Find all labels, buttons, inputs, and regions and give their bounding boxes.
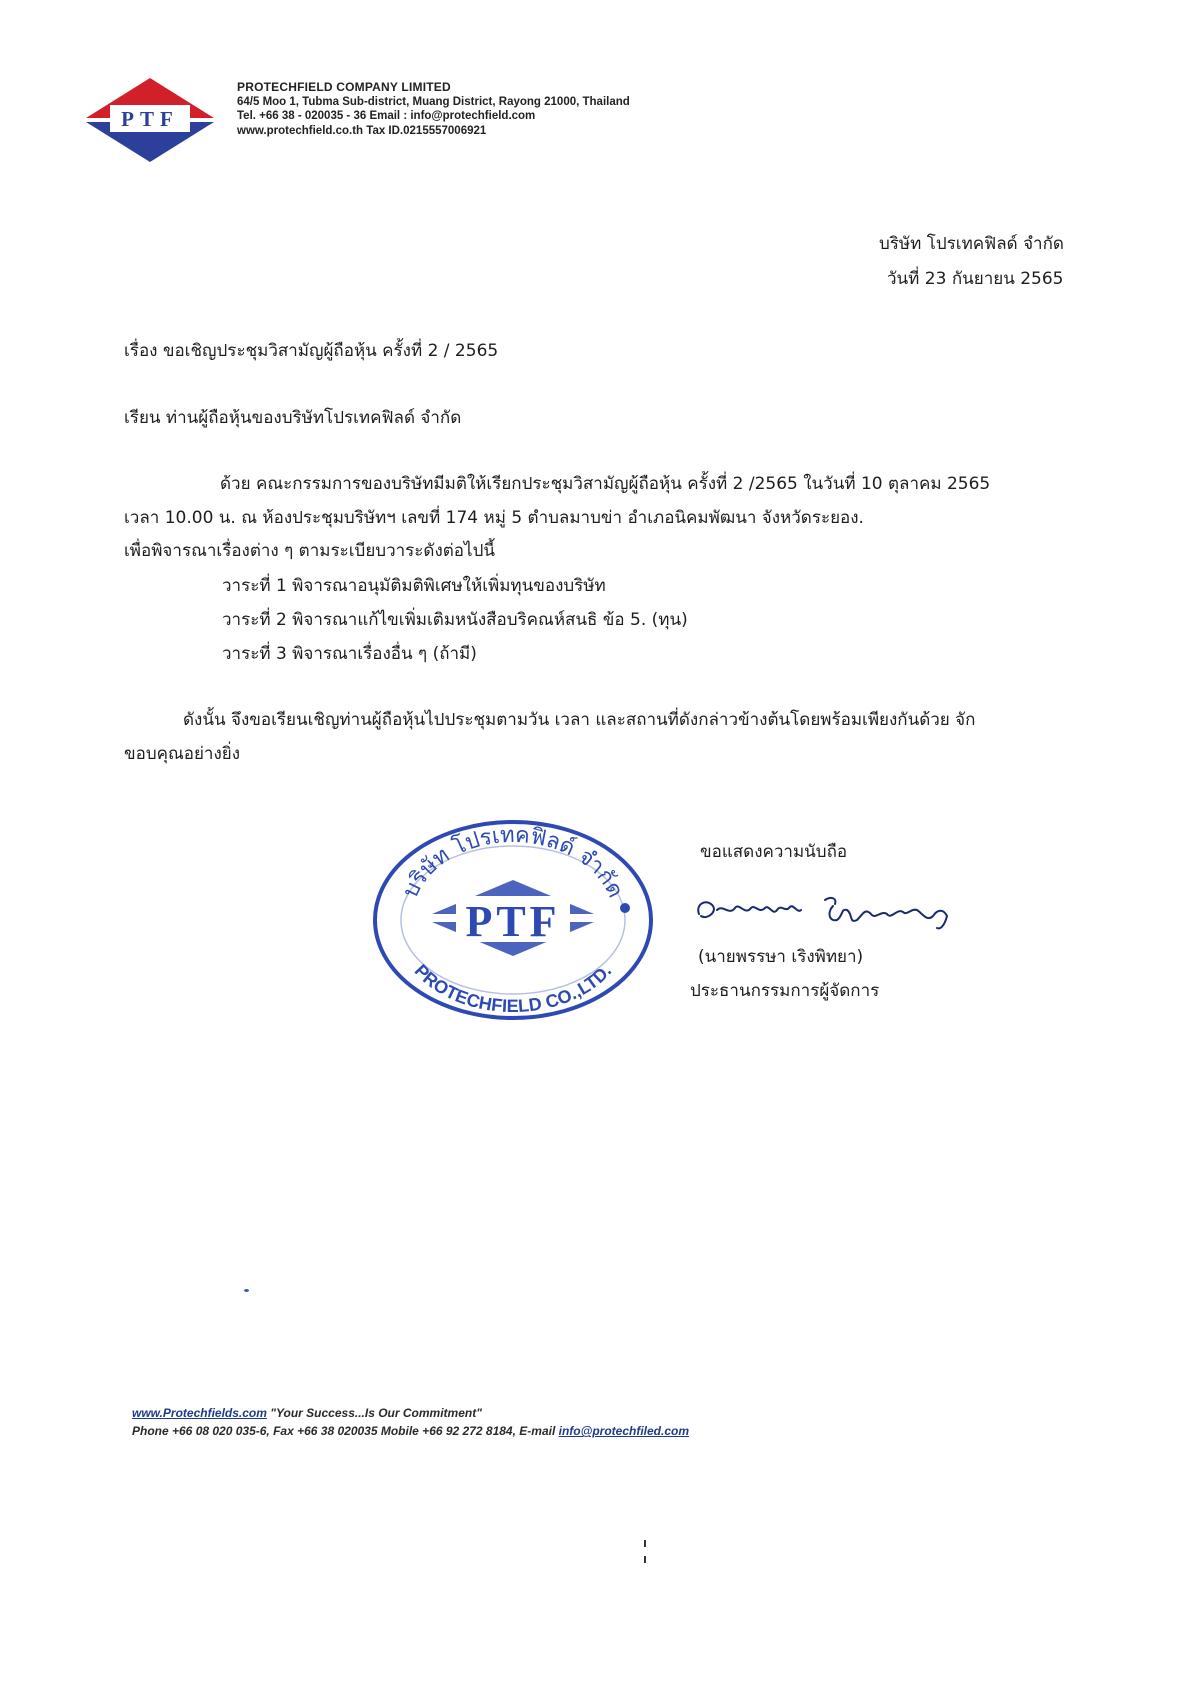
closing-text: ขอแสดงความนับถือ: [700, 842, 848, 862]
signer-name: (นายพรรษา เริงพิทยา): [698, 947, 864, 967]
para1-line3: เพื่อพิจารณาเรื่องต่าง ๆ ตามระเบียบวาระดังต่อไปนี้: [124, 541, 495, 561]
handwritten-signature: [693, 886, 951, 936]
stamp-top-text: บริษัท โปรเทคฟิลด์ จำกัด: [398, 822, 628, 902]
scan-mark: [244, 1289, 249, 1292]
letterhead-text: [237, 80, 630, 138]
company-name: PROTECHFIELD COMPANY LIMITED: [237, 80, 451, 94]
sender-company: บริษัท โปรเทคฟิลด์ จำกัด: [879, 234, 1064, 254]
footer-slogan: "Your Success...Is Our Commitment": [266, 1406, 482, 1420]
footer-line2: [132, 1424, 689, 1438]
letter-salutation: เรียน ท่านผู้ถือหุ้นของบริษัทโปรเทคฟิลด์ จำกัด: [124, 408, 462, 428]
scan-mark: [644, 1556, 646, 1563]
company-web-tax: www.protechfield.co.th Tax ID.0215557006921: [237, 124, 487, 137]
footer-line1: [132, 1406, 482, 1420]
letter-subject: เรื่อง ขอเชิญประชุมวิสามัญผู้ถือหุ้น ครั้งที่ 2 / 2565: [124, 341, 499, 361]
para1-line1: ด้วย คณะกรรมการของบริษัทมีมติให้เรียกประชุมวิสามัญผู้ถือหุ้น ครั้งที่ 2 /2565 ในวันที่ 10 ตุลาคม 2565: [220, 474, 991, 494]
company-stamp: [372, 818, 654, 1022]
footer-contact: Phone +66 08 020 035-6, Fax +66 38 020035 Mobile +66 92 272 8184, E-mail: [132, 1424, 559, 1438]
letter-date: วันที่ 23 กันยายน 2565: [887, 269, 1064, 289]
scan-mark: [644, 1540, 646, 1547]
company-logo: [86, 78, 214, 162]
stamp-center-text: PTF: [465, 897, 561, 946]
para2-line1: ดังนั้น จึงขอเรียนเชิญท่านผู้ถือหุ้นไปประชุมตามวัน เวลา และสถานที่ดังกล่าวข้างต้นโดยพร้อมเพียงกันด้วย จัก: [183, 710, 976, 730]
agenda-item-2: วาระที่ 2 พิจารณาแก้ไขเพิ่มเติมหนังสือบริคณห์สนธิ ข้อ 5. (ทุน): [222, 610, 688, 630]
footer-email-link[interactable]: info@protechfiled.com: [558, 1424, 689, 1438]
footer-website-link[interactable]: www.Protechfields.com: [132, 1406, 267, 1420]
signer-title: ประธานกรรมการผู้จัดการ: [690, 981, 880, 1001]
company-address: 64/5 Moo 1, Tubma Sub-district, Muang District, Rayong 21000, Thailand: [237, 95, 630, 108]
para2-line2: ขอบคุณอย่างยิ่ง: [124, 744, 241, 764]
company-contact: Tel. +66 38 - 020035 - 36 Email : info@protechfield.com: [237, 110, 536, 122]
logo-text: PTF: [121, 107, 179, 131]
stamp-bottom-text: PROTECHFIELD CO.,LTD.: [410, 960, 616, 1016]
agenda-item-1: วาระที่ 1 พิจารณาอนุมัติมติพิเศษให้เพิ่มทุนของบริษัท: [222, 576, 606, 596]
agenda-item-3: วาระที่ 3 พิจารณาเรื่องอื่น ๆ (ถ้ามี): [222, 644, 477, 664]
para1-line2: เวลา 10.00 น. ณ ห้องประชุมบริษัทฯ เลขที่ 174 หมู่ 5 ตำบลมาบข่า อำเภอนิคมพัฒนา จังหวัดระยอง.: [124, 508, 864, 528]
